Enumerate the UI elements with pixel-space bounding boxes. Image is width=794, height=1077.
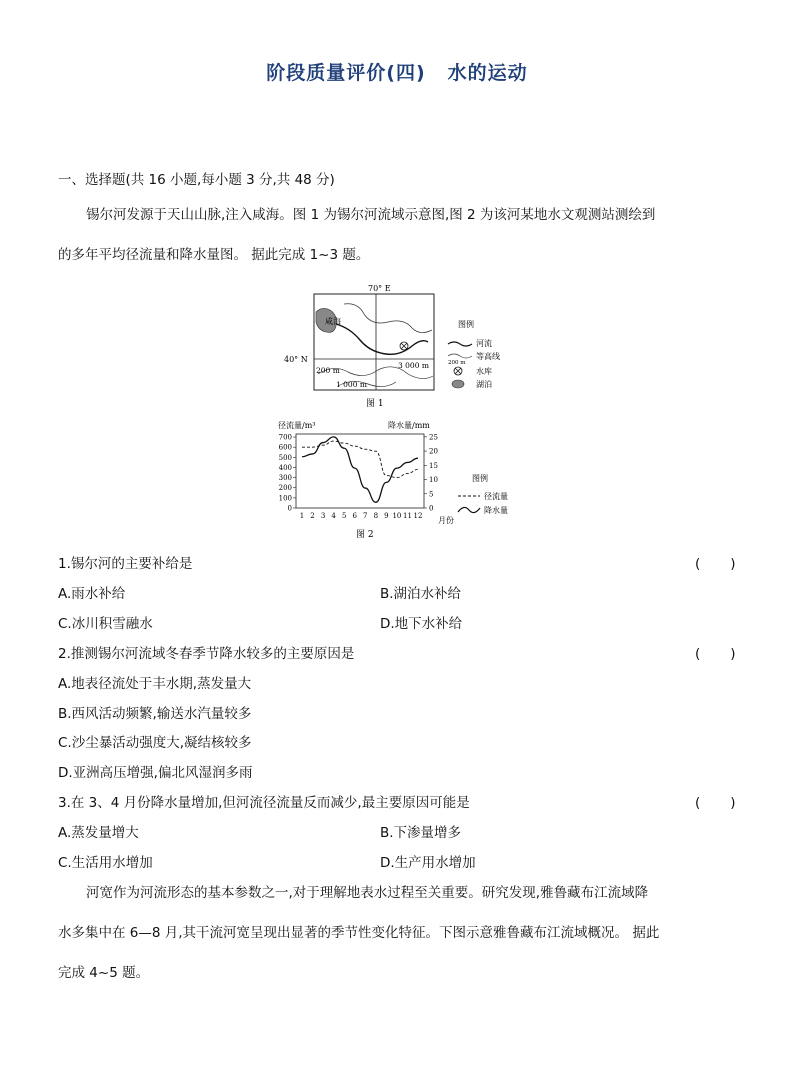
right-tick-label: 20 (429, 447, 438, 456)
q1-option-d: D.地下水补给 (380, 616, 463, 632)
q2-option-c: C.沙尘暴活动强度大,凝结核较多 (58, 735, 252, 751)
right-tick-label: 10 (429, 476, 438, 485)
legend-contour-unit: 200 m (448, 360, 466, 366)
left-tick-label: 500 (278, 453, 292, 462)
x-tick-label: 6 (352, 512, 357, 520)
figure-1-caption: 图 1 (366, 399, 384, 409)
right-tick-label: 5 (429, 490, 434, 499)
left-tick-label: 400 (278, 463, 292, 472)
q3-stem: 3.在 3、4 月份降水量增加,但河流径流量反而减少,最主要原因可能是 (58, 795, 470, 811)
q1-option-c: C.冰川积雪融水 (58, 616, 153, 632)
legend-runoff-label: 径流量 (484, 492, 508, 501)
x-tick-label: 4 (331, 512, 336, 520)
legend-title: 图例 (472, 474, 488, 483)
q3-option-c: C.生活用水增加 (58, 855, 153, 871)
legend-contour-label: 等高线 (476, 352, 500, 361)
q3-option-a: A.蒸发量增大 (58, 825, 139, 841)
x-tick-label: 9 (384, 512, 389, 520)
x-tick-label: 3 (320, 512, 326, 520)
x-tick-label: 2 (310, 512, 315, 520)
legend-contour-icon (448, 354, 472, 358)
title-main: 阶段质量评价(四) (266, 62, 426, 84)
q3-option-d: D.生产用水增加 (380, 855, 476, 871)
q1-paren: ( ) (695, 556, 737, 572)
page-title (0, 58, 794, 85)
section-heading: 一、选择题(共 16 小题,每小题 3 分,共 48 分) (58, 172, 335, 188)
q1-stem: 1.锡尔河的主要补给是 (58, 556, 193, 572)
lon-label: 70° E (368, 284, 391, 293)
contour-200-label: 200 m (316, 366, 340, 375)
intro1-line1: 锡尔河发源于天山山脉,注入咸海。图 1 为锡尔河流域示意图,图 2 为该河某地水文观测站测绘到 (86, 207, 656, 223)
lat-label: 40° N (284, 355, 308, 364)
figure-2-caption: 图 2 (356, 530, 374, 540)
left-tick-label: 100 (278, 494, 292, 503)
q3-option-b: B.下渗量增多 (380, 825, 462, 841)
contour-3000-label: 3 000 m (398, 361, 429, 370)
right-tick-label: 15 (429, 461, 438, 470)
legend-river-label: 河流 (476, 339, 492, 348)
x-tick-label: 1 (299, 512, 305, 520)
x-tick-label: 7 (363, 512, 368, 520)
intro1-line2: 的多年平均径流量和降水量图。 据此完成 1~3 题。 (58, 247, 370, 263)
ylabel-left: 径流量/m³ (278, 421, 316, 430)
x-tick-label: 10 (392, 512, 402, 520)
right-tick-label: 25 (429, 433, 438, 442)
intro2-line2: 水多集中在 6—8 月,其干流河宽呈现出显著的季节性变化特征。下图示意雅鲁藏布江流域概况。 据此 (58, 925, 660, 941)
left-tick-label: 0 (287, 504, 292, 513)
x-tick-label: 8 (373, 512, 379, 520)
legend-lake-label: 湖泊 (476, 380, 492, 389)
title-sub: 水的运动 (447, 62, 528, 84)
q3-paren: ( ) (695, 795, 737, 811)
lake-label: 咸海 (325, 317, 341, 326)
left-tick-label: 200 (278, 484, 292, 493)
plot-frame (296, 434, 424, 508)
figure-2-chart (266, 418, 534, 546)
right-tick-label: 0 (429, 504, 434, 513)
q2-option-b: B.西风活动频繁,输送水汽量较多 (58, 706, 252, 722)
precip-series-line (302, 437, 418, 502)
left-tick-label: 600 (278, 443, 292, 452)
q2-paren: ( ) (695, 646, 737, 662)
left-tick-label: 700 (278, 433, 292, 442)
intro-paragraph-1 (58, 195, 738, 275)
q1-option-a: A.雨水补给 (58, 586, 126, 602)
q2-option-d: D.亚洲高压增强,偏北风湿润多雨 (58, 765, 253, 781)
intro-paragraph-2 (58, 873, 738, 993)
ylabel-right: 降水量/mm (388, 421, 430, 430)
intro2-line3: 完成 4~5 题。 (58, 965, 150, 981)
figure-1-map (278, 282, 528, 416)
intro2-line1: 河宽作为河流形态的基本参数之一,对于理解地表水过程至关重要。研究发现,雅鲁藏布江流域降 (86, 885, 649, 901)
left-tick-label: 300 (278, 474, 292, 483)
legend-precip-swatch (458, 507, 480, 512)
q2-stem: 2.推测锡尔河流域冬春季节降水较多的主要原因是 (58, 646, 355, 662)
runoff-series-line (302, 441, 418, 477)
contour-1000-label: 1 000 m (336, 380, 367, 389)
xlabel: 月份 (438, 516, 454, 525)
q1-option-b: B.湖泊水补给 (380, 586, 462, 602)
legend-river-icon (448, 342, 472, 346)
x-tick-label: 12 (413, 512, 423, 520)
x-tick-label: 11 (402, 512, 412, 520)
x-tick-label: 5 (341, 512, 347, 520)
legend-title: 图例 (458, 320, 474, 329)
legend-lake-icon (452, 380, 464, 388)
q2-option-a: A.地表径流处于丰水期,蒸发量大 (58, 676, 252, 692)
legend-precip-label: 降水量 (484, 506, 508, 515)
legend-reservoir-label: 水库 (476, 367, 492, 376)
